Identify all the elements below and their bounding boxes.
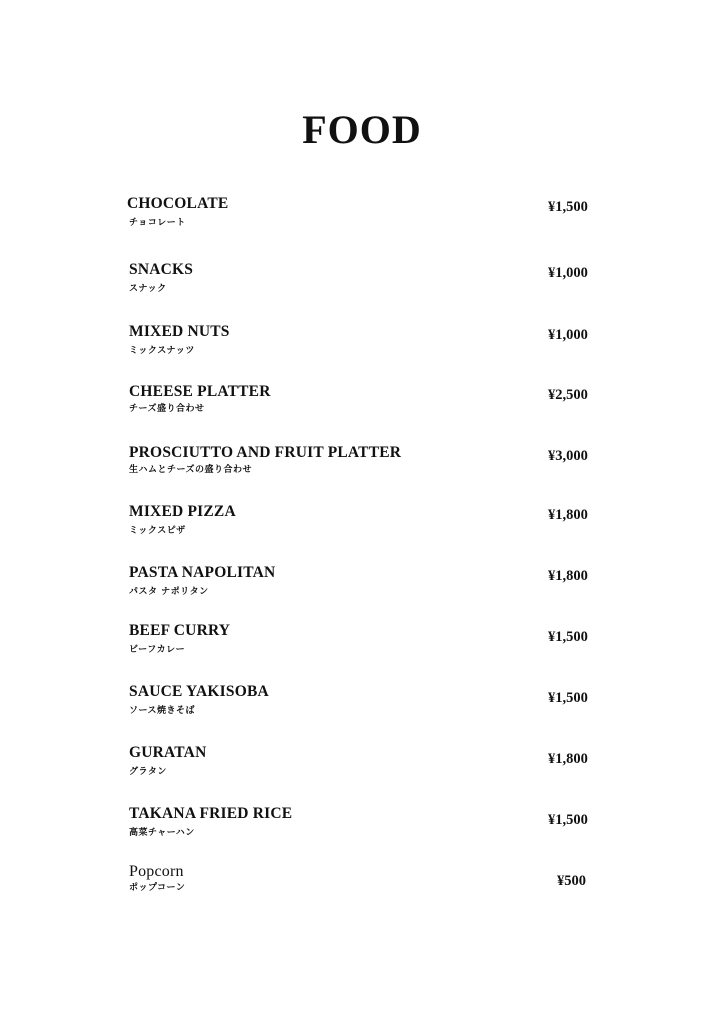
item-name-japanese: ソース焼きそば [129,706,196,716]
menu-item-mixed-nuts [0,323,724,371]
item-name: SNACKS [129,261,194,278]
item-name-japanese: パスタ ナポリタン [129,587,209,597]
menu-item-sauce-yakisoba [0,683,724,731]
item-price: ¥1,000 [548,265,588,281]
menu-item-beef-curry [0,622,724,670]
item-name: BEEF CURRY [129,622,231,639]
menu-item-snacks [0,261,724,309]
menu-item-pasta-napolitan [0,564,724,612]
item-name-japanese: 高菜チャーハン [129,828,195,838]
item-name: MIXED NUTS [129,323,230,340]
item-name: PASTA NAPOLITAN [129,564,276,581]
item-name-japanese: ミックスピザ [129,526,186,536]
item-name-japanese: チョコレート [129,218,186,228]
item-name-japanese: ミックスナッツ [129,346,195,356]
item-price: ¥1,500 [548,629,588,645]
item-price: ¥1,800 [548,568,588,584]
item-name-japanese: チーズ盛り合わせ [129,404,205,414]
item-name: Popcorn [129,863,184,880]
item-price: ¥1,800 [548,751,588,767]
item-name: SAUCE YAKISOBA [129,683,269,700]
menu-item-popcorn [0,863,724,911]
item-name-japanese: ビーフカレー [129,645,186,655]
item-price: ¥500 [557,873,586,889]
menu-title: FOOD [302,107,422,152]
item-name: TAKANA FRIED RICE [129,805,293,822]
item-name: PROSCIUTTO AND FRUIT PLATTER [129,444,402,461]
item-price: ¥1,500 [548,199,588,215]
item-name: CHEESE PLATTER [129,383,271,400]
item-name: MIXED PIZZA [129,503,236,520]
menu-item-cheese-platter [0,383,724,431]
item-name-japanese: グラタン [129,767,167,777]
menu-item-mixed-pizza [0,503,724,551]
item-price: ¥2,500 [548,387,588,403]
item-price: ¥1,800 [548,507,588,523]
item-price: ¥1,000 [548,327,588,343]
item-price: ¥1,500 [548,690,588,706]
menu-item-guratan [0,744,724,792]
menu-item-chocolate [0,195,724,243]
item-name-japanese: 生ハムとチーズの盛り合わせ [129,465,253,475]
item-name-japanese: ポップコーン [129,883,186,893]
menu-item-prosciutto-platter [0,444,724,492]
item-name: CHOCOLATE [127,195,229,212]
item-name: GURATAN [129,744,207,761]
menu-item-takana-fried-rice [0,805,724,853]
item-price: ¥1,500 [548,812,588,828]
item-price: ¥3,000 [548,448,588,464]
item-name-japanese: スナック [129,284,167,294]
